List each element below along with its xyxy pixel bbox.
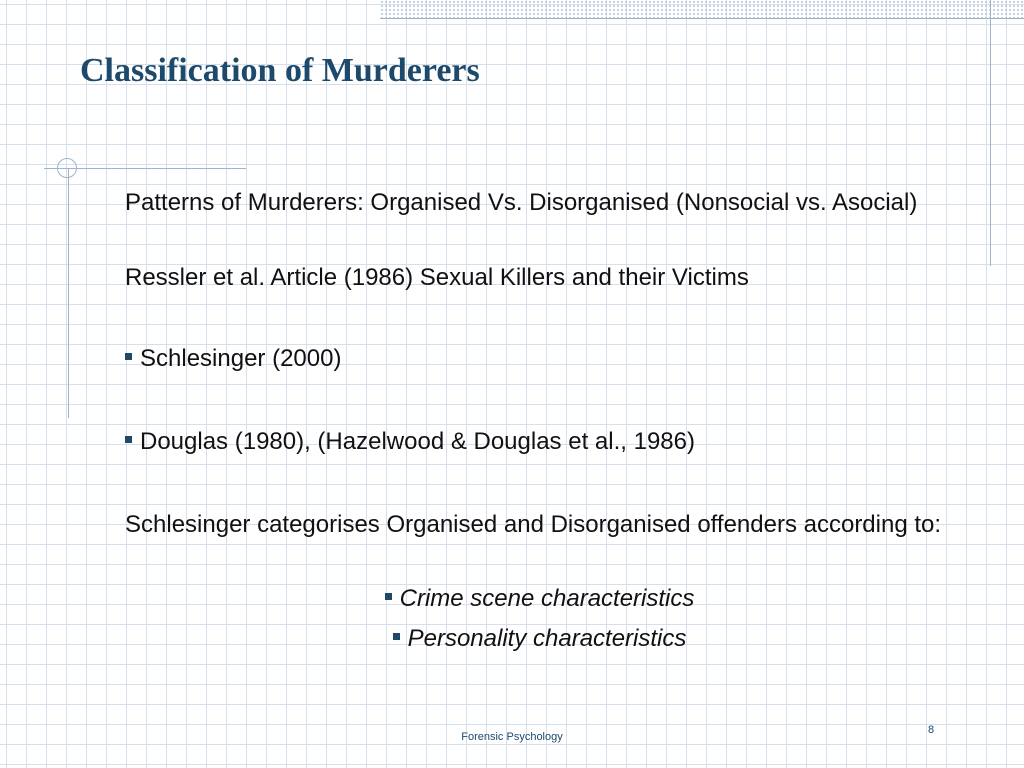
sub-bullet-label: Personality characteristics <box>407 625 687 652</box>
paragraph-patterns: Patterns of Murderers: Organised Vs. Disorganised (Nonsocial vs. Asocial) <box>125 189 918 216</box>
bullet-label: Douglas (1980), (Hazelwood & Douglas et al., 1986) <box>140 428 695 455</box>
sub-bullet-item <box>125 582 954 616</box>
slide-title: Classification of Murderers <box>80 52 480 89</box>
square-bullet-icon <box>385 593 392 600</box>
bullet-item-douglas <box>125 425 954 459</box>
sub-bullet-item <box>125 622 954 656</box>
decorative-circle-icon <box>57 158 77 178</box>
square-bullet-icon <box>393 633 400 640</box>
bullet-label: Schlesinger (2000) <box>140 345 342 372</box>
page-number: 8 <box>928 724 935 736</box>
header-dotted-band <box>380 0 1024 18</box>
header-rule <box>380 18 1024 19</box>
left-vertical-rule <box>68 168 69 418</box>
right-vertical-rule <box>990 0 991 266</box>
bullet-item-schlesinger <box>125 342 954 376</box>
sub-bullet-label: Crime scene characteristics <box>399 585 695 612</box>
square-bullet-icon <box>125 436 132 443</box>
square-bullet-icon <box>125 353 132 360</box>
paragraph-schlesinger-categorises: Schlesinger categorises Organised and Disorganised offenders according to: <box>125 511 942 538</box>
slide-footer: Forensic Psychology <box>461 731 563 743</box>
paragraph-ressler: Ressler et al. Article (1986) Sexual Killers and their Victims <box>125 264 749 291</box>
